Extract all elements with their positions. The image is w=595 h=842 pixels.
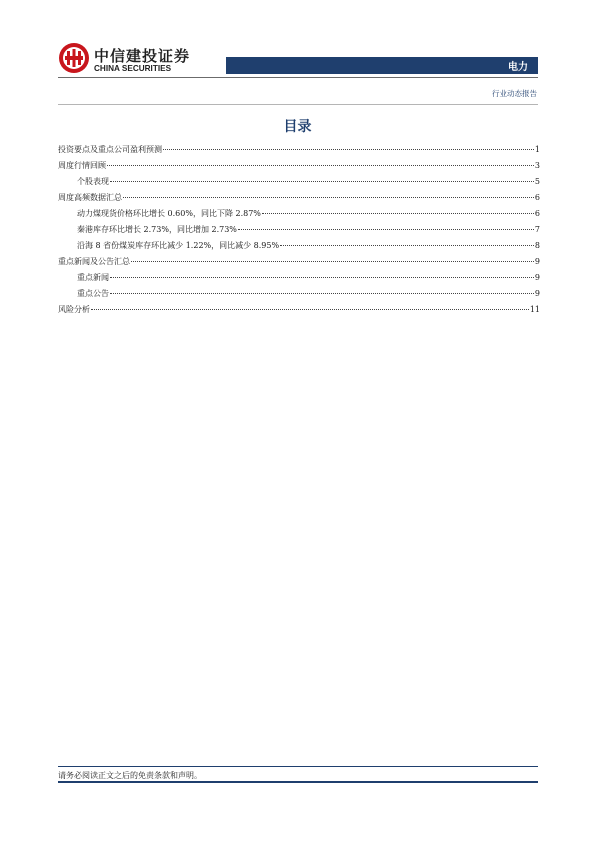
toc-title: 目录	[283, 119, 312, 135]
china-securities-logo-icon	[58, 42, 90, 74]
toc-entry-page: 1	[534, 145, 540, 154]
logo-english-name: CHINA SECURITIES	[94, 64, 172, 73]
table-of-contents	[58, 142, 540, 318]
toc-entry-page: 9	[534, 289, 540, 298]
toc-leader-dots	[110, 181, 534, 182]
toc-entry[interactable]	[58, 190, 540, 206]
toc-entry-page: 8	[534, 241, 540, 250]
toc-subentry[interactable]	[58, 174, 540, 190]
toc-entry-text: 投资要点及重点公司盈利预测	[58, 145, 162, 154]
company-logo	[58, 42, 228, 78]
toc-entry-text: 风险分析	[58, 305, 90, 314]
toc-subentry[interactable]	[58, 286, 540, 302]
toc-entry-page: 6	[534, 209, 540, 218]
toc-entry-page: 6	[534, 193, 540, 202]
toc-leader-dots	[110, 277, 534, 278]
toc-entry-text: 秦港库存环比增长 2.73%，同比增加 2.73%	[77, 225, 237, 234]
toc-subentry[interactable]	[58, 206, 540, 222]
toc-leader-dots	[280, 245, 534, 246]
toc-leader-dots	[163, 149, 534, 150]
toc-entry-page: 11	[529, 305, 540, 314]
toc-subentry[interactable]	[58, 238, 540, 254]
toc-subentry[interactable]	[58, 222, 540, 238]
toc-subentry[interactable]	[58, 270, 540, 286]
toc-entry-text: 重点新闻	[77, 273, 109, 282]
toc-leader-dots	[238, 229, 534, 230]
toc-entry-text: 动力煤现货价格环比增长 0.60%，同比下降 2.87%	[77, 209, 261, 218]
toc-entry-text: 沿海 8 省份煤炭库存环比减少 1.22%，同比减少 8.95%	[77, 241, 280, 250]
toc-entry[interactable]	[58, 158, 540, 174]
toc-entry[interactable]	[58, 254, 540, 270]
toc-entry-page: 9	[534, 273, 540, 282]
footer-bottom-rule	[58, 781, 538, 783]
header-divider	[58, 77, 538, 78]
toc-entry[interactable]	[58, 302, 540, 318]
toc-leader-dots	[123, 197, 534, 198]
logo-chinese-name: 中信建投证券	[94, 47, 191, 65]
industry-label: 电力	[508, 62, 528, 73]
toc-leader-dots	[262, 213, 534, 214]
toc-entry-text: 个股表现	[77, 177, 109, 186]
report-type-label: 行业动态报告	[492, 89, 537, 98]
footer-divider	[58, 766, 538, 767]
toc-entry-page: 3	[534, 161, 540, 170]
toc-leader-dots	[131, 261, 534, 262]
toc-leader-dots	[110, 293, 534, 294]
toc-entry-text: 重点新闻及公告汇总	[58, 257, 130, 266]
toc-entry-page: 9	[534, 257, 540, 266]
industry-banner	[226, 57, 538, 74]
toc-entry-text: 重点公告	[77, 289, 109, 298]
toc-entry[interactable]	[58, 142, 540, 158]
subheader-divider	[58, 104, 538, 105]
toc-leader-dots	[91, 309, 529, 310]
toc-entry-text: 周度行情回顾	[58, 161, 106, 170]
toc-entry-page: 5	[534, 177, 540, 186]
toc-leader-dots	[107, 165, 534, 166]
footer-disclaimer: 请务必阅读正文之后的免责条款和声明。	[58, 771, 202, 780]
toc-entry-page: 7	[534, 225, 540, 234]
toc-entry-text: 周度高频数据汇总	[58, 193, 122, 202]
